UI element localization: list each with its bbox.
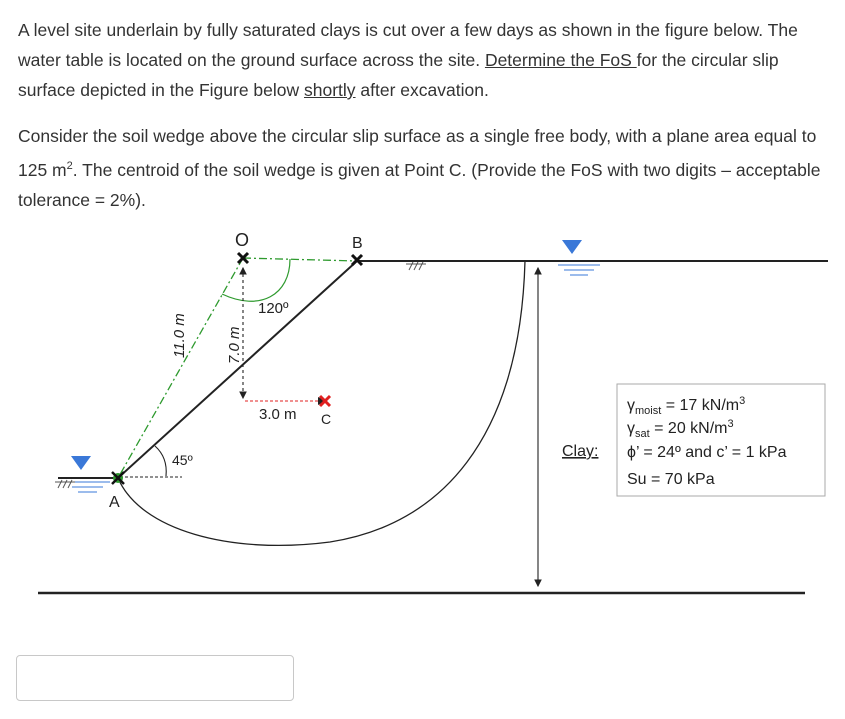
gamma-moist-line: $\gamma_{moist} = 17$ $kN/m^3$ (627, 395, 746, 417)
underlined-determine-fos: Determine the FoS (484, 50, 637, 70)
point-A-marker (112, 472, 124, 484)
water-table-icon-right (558, 240, 600, 275)
ground-hatch-icon-top (406, 262, 426, 270)
label-B: B (352, 235, 363, 252)
angle-arc-120 (222, 259, 290, 301)
angle-top-label: 120º (258, 300, 289, 317)
question-paragraph-2 (18, 121, 833, 215)
angle-toe-label: 45º (172, 452, 193, 468)
label-C: C (321, 411, 332, 427)
question-text: Consider the soil wedge above the circular slip surface as a single free body, with a plane area equal to 125 m (18, 126, 817, 180)
label-O: O (235, 230, 250, 250)
angle-arc-45 (155, 446, 166, 476)
water-table-icon-left (65, 456, 110, 492)
label-A: A (109, 494, 120, 511)
question-text: . The centroid of the soil wedge is given at Point C. (Provide the FoS with two digits – acceptable tolerance = 2%). (18, 159, 821, 210)
question-text: for the circular slip surface depicted in the Figure below (18, 50, 779, 100)
radius-line-OA (118, 258, 243, 478)
underlined-shortly: shortly (304, 80, 356, 100)
height-label: 7.0 m (226, 326, 243, 364)
clay-label: Clay: (562, 443, 599, 460)
answer-input[interactable] (16, 655, 294, 701)
radius-label: 11.0 m (171, 313, 188, 358)
su-line: Su = 70 kPa (627, 471, 715, 488)
superscript-2: 2 (66, 160, 73, 172)
offset-label: 3.0 m (259, 406, 297, 423)
radius-line-OB (243, 258, 357, 261)
slope-figure (0, 220, 845, 610)
question-text: A level site underlain by fully saturated clays is cut over a few days as shown in the figure below. The water table is located on the ground surface across the site. (18, 20, 798, 70)
slope-face (118, 261, 357, 478)
question-text: after excavation. (355, 80, 489, 100)
phi-line: ϕ’ = 24º and c’ = 1 kPa (627, 444, 787, 461)
question-paragraph-1 (18, 15, 833, 105)
gamma-sat-line: $\gamma_{sat} = 20$ $kN/m^3$ (627, 418, 734, 440)
